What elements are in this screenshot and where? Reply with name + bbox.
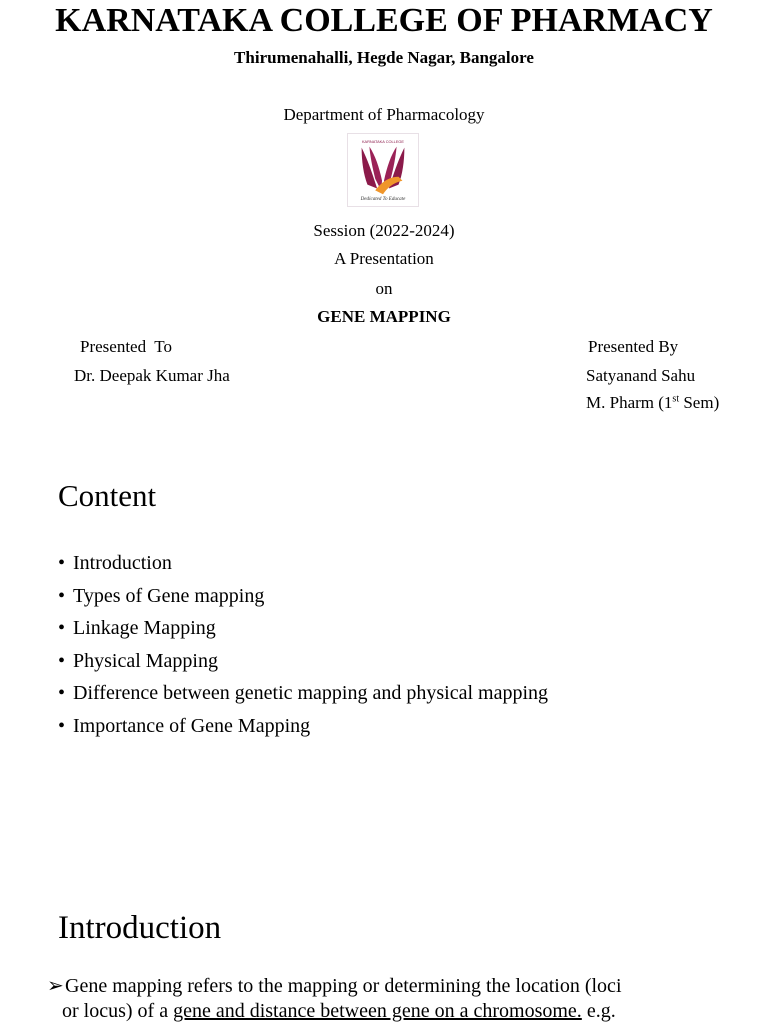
course-suffix: Sem) [679, 393, 720, 412]
bullet-icon: • [58, 584, 66, 607]
course-superscript: st [672, 393, 680, 405]
department-name: Department of Pharmacology [283, 105, 485, 124]
svg-text:KARNATAKA COLLEGE: KARNATAKA COLLEGE [361, 138, 405, 144]
list-item-text: Types of Gene mapping [73, 584, 265, 607]
list-item [58, 548, 548, 581]
college-logo [347, 133, 419, 207]
list-item [58, 581, 548, 614]
list-item-text: Linkage Mapping [73, 617, 216, 639]
svg-text:Dedicated To Educate: Dedicated To Educate [360, 196, 406, 203]
college-logo-icon [348, 134, 418, 206]
paragraph-line-2-end: e.g. [581, 1000, 616, 1022]
presented-to-name: Dr. Deepak Kumar Jha [74, 366, 230, 385]
presented-by-label: Presented By [588, 337, 679, 356]
list-item-text: Difference between genetic mapping and physical mapping [73, 682, 549, 704]
paragraph-line-2 [47, 999, 707, 1024]
presentation-text: A Presentation [334, 249, 434, 268]
college-title: KARNATAKA COLLEGE OF PHARMACY [55, 2, 713, 39]
paragraph-line-2-underlined: gene and distance between gene on a chromosome. [173, 1000, 582, 1022]
course-prefix: M. Pharm (1 [586, 393, 673, 412]
college-address: Thirumenahalli, Hegde Nagar, Bangalore [234, 48, 534, 67]
list-item-text: Physical Mapping [73, 649, 218, 672]
content-heading: Content [58, 478, 157, 513]
presented-by-name: Satyanand Sahu [586, 366, 696, 385]
list-item [58, 646, 548, 679]
content-list [58, 548, 548, 743]
list-item-text: Introduction [73, 552, 172, 574]
list-item [58, 711, 548, 744]
bullet-icon: • [58, 714, 66, 737]
paragraph-line-2-start: or locus) of a [62, 1000, 174, 1022]
presentation-topic: GENE MAPPING [317, 307, 451, 326]
presented-to-label: Presented To [80, 337, 172, 356]
bullet-icon: • [58, 617, 66, 639]
on-text: on [375, 279, 393, 298]
introduction-heading: Introduction [58, 910, 222, 946]
list-item [58, 678, 548, 711]
list-item [58, 613, 548, 646]
arrow-bullet-icon: ➢ [47, 975, 64, 997]
bullet-icon: • [58, 552, 66, 574]
presented-by-course [586, 393, 719, 413]
list-item-text: Importance of Gene Mapping [73, 714, 311, 737]
session-text: Session (2022-2024) [313, 221, 455, 240]
introduction-paragraph [47, 974, 707, 1024]
bullet-icon: • [58, 682, 66, 704]
paragraph-line-1-text: Gene mapping refers to the mapping or determining the location (loci [65, 975, 622, 997]
paragraph-line-1 [47, 974, 707, 999]
bullet-icon: • [58, 649, 66, 672]
